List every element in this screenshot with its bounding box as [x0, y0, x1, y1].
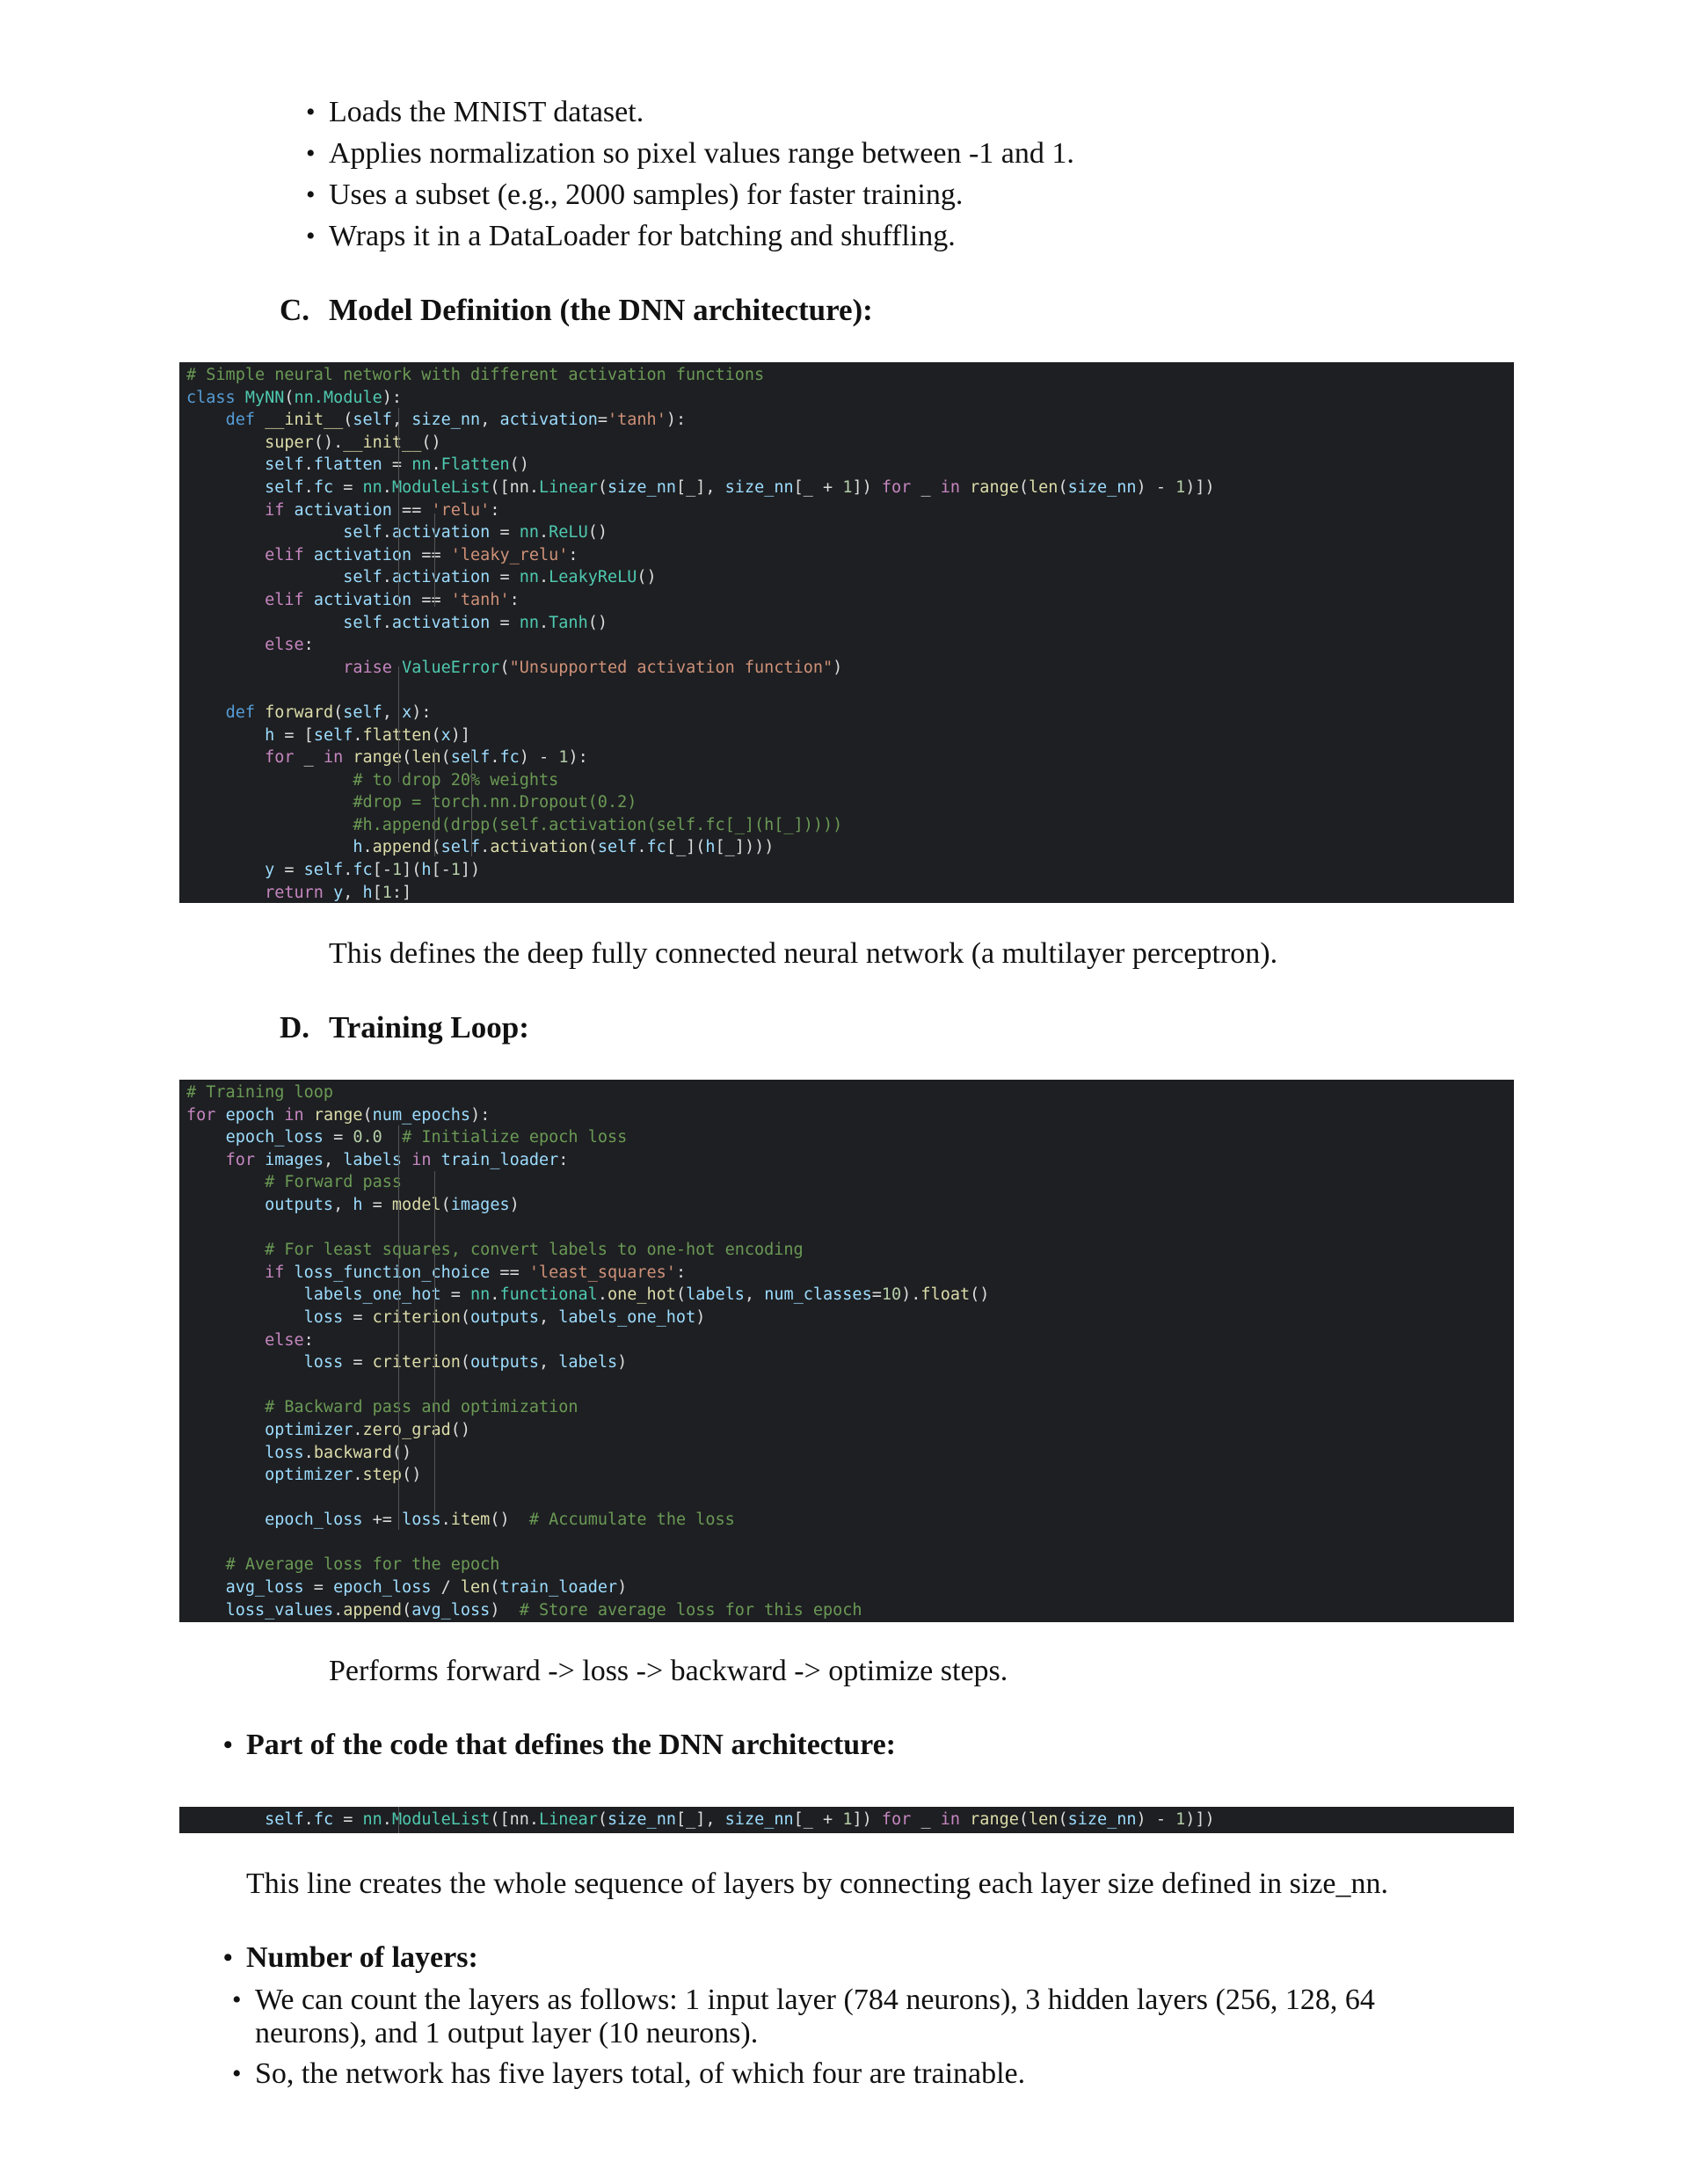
- indent-guide: [471, 749, 472, 856]
- code-line: y = self.fc[-1](h[-1]): [265, 861, 481, 880]
- code-line: self.activation = nn.Tanh(): [343, 613, 608, 632]
- indent-guide: [398, 1125, 399, 1530]
- code-line: else:: [265, 636, 314, 655]
- code-line: epoch_loss = 0.0 # Initialize epoch loss: [225, 1128, 628, 1147]
- code-line: # Training loop: [186, 1083, 334, 1102]
- code-line: elif activation == 'tanh':: [265, 590, 520, 609]
- code-line: return y, h[1:]: [265, 883, 412, 902]
- code-line: self.activation = nn.LeakyReLU(): [343, 568, 657, 587]
- code-line: # Forward pass: [265, 1173, 403, 1192]
- indent-guide: [434, 749, 435, 856]
- code-line: # to drop 20% weights: [353, 770, 559, 790]
- layers-sub-text-cont: neurons), and 1 output layer (10 neurons).: [255, 2017, 759, 2049]
- code-line: self.fc = nn.ModuleList([nn.Linear(size_nn[_], size_nn[_ + 1]) for _ in range(len(size_nn) - 1)]): [265, 477, 1215, 497]
- code-line: for epoch in range(num_epochs):: [186, 1105, 491, 1125]
- arch-code: [179, 1807, 1514, 1831]
- list-item: • Wraps it in a DataLoader for batching and shuffling.: [329, 215, 1560, 257]
- section-d-heading: [280, 1007, 529, 1048]
- code-line: # For least squares, convert labels to one-hot encoding: [265, 1241, 804, 1260]
- section-c-letter: C.: [280, 293, 310, 327]
- code-line: loss_values.append(avg_loss) # Store average loss for this epoch: [225, 1600, 862, 1620]
- list-item: [255, 1984, 1574, 2050]
- code-line: self.flatten = nn.Flatten(): [265, 455, 529, 475]
- code-line: [186, 1217, 1514, 1240]
- code-line: def forward(self, x):: [225, 703, 432, 722]
- indent-guide: [398, 1807, 399, 1833]
- arch-caption: This line creates the whole sequence of layers by connecting each layer size defined in size_nn.: [246, 1867, 1389, 1900]
- model-code: [179, 362, 1514, 903]
- code-line: epoch_loss += loss.item() # Accumulate the loss: [265, 1511, 735, 1530]
- layers-sub-list: [255, 1984, 1574, 2091]
- layers-bullet: • Number of layers:: [246, 1937, 1477, 1978]
- code-line: optimizer.step(): [265, 1466, 422, 1485]
- code-line: outputs, h = model(images): [265, 1195, 520, 1214]
- code-line: labels_one_hot = nn.functional.one_hot(labels, num_classes=10).float(): [303, 1285, 990, 1305]
- code-line: [186, 1532, 1514, 1554]
- arch-bullet-list: [246, 1724, 1477, 1765]
- code-line: #h.append(drop(self.activation(self.fc[_](h[_])))): [353, 815, 843, 834]
- code-line: class MyNN(nn.Module):: [186, 388, 403, 407]
- list-item: • So, the network has five layers total, of which four are trainable.: [255, 2057, 1574, 2091]
- code-line: [186, 679, 1514, 702]
- layers-bullet-list: [246, 1937, 1477, 1978]
- section-c-title: Model Definition (the DNN architecture):: [329, 293, 873, 327]
- code-line: if loss_function_choice == 'least_squares':: [265, 1263, 687, 1282]
- code-line: super().__init__(): [265, 433, 441, 452]
- code-line: [186, 1487, 1514, 1510]
- code-line: loss.backward(): [265, 1443, 412, 1462]
- training-code: [179, 1080, 1514, 1621]
- code-line: h.append(self.activation(self.fc[_](h[_]))): [353, 838, 775, 857]
- code-line: elif activation == 'leaky_relu':: [265, 545, 578, 564]
- code-line: def __init__(self, size_nn, activation='tanh'):: [225, 411, 687, 430]
- model-caption: This defines the deep fully connected neural network (a multilayer perceptron).: [329, 937, 1278, 970]
- code-line: # Backward pass and optimization: [265, 1398, 578, 1417]
- list-item: • Applies normalization so pixel values range between -1 and 1.: [329, 133, 1560, 174]
- layers-sub-text: We can count the layers as follows: 1 input layer (784 neurons), 3 hidden layers (256, 128, 64: [255, 1984, 1375, 2016]
- code-line: for _ in range(len(self.fc) - 1):: [265, 748, 588, 768]
- section-d-letter: D.: [280, 1010, 310, 1045]
- code-line: [186, 1374, 1514, 1397]
- training-caption: Performs forward -> loss -> backward -> optimize steps.: [329, 1655, 1008, 1687]
- intro-bullet-list: [329, 91, 1560, 257]
- code-line: self.activation = nn.ReLU(): [343, 523, 608, 542]
- indent-guide: [398, 408, 399, 607]
- code-line: else:: [265, 1330, 314, 1350]
- code-line: for images, labels in train_loader:: [225, 1150, 569, 1169]
- code-line: optimizer.zero_grad(): [265, 1420, 471, 1439]
- arch-code-block: [179, 1807, 1514, 1833]
- section-c-heading: [280, 289, 873, 331]
- code-line: loss = criterion(outputs, labels): [303, 1353, 628, 1372]
- code-line: raise ValueError("Unsupported activation function"): [343, 658, 843, 677]
- code-line: if activation == 'relu':: [265, 500, 500, 520]
- indent-guide: [434, 513, 435, 607]
- section-d-title: Training Loop:: [329, 1010, 529, 1045]
- arch-bullet: • Part of the code that defines the DNN architecture:: [246, 1724, 1477, 1765]
- indent-guide: [398, 666, 399, 783]
- list-item: • Uses a subset (e.g., 2000 samples) for faster training.: [329, 174, 1560, 215]
- code-line: #drop = torch.nn.Dropout(0.2): [353, 793, 637, 812]
- training-code-block: [179, 1080, 1514, 1622]
- code-line: avg_loss = epoch_loss / len(train_loader): [225, 1578, 628, 1598]
- code-line: self.fc = nn.ModuleList([nn.Linear(size_nn[_], size_nn[_ + 1]) for _ in range(len(size_nn) - 1)]): [265, 1810, 1215, 1829]
- model-code-block: [179, 362, 1514, 903]
- code-line: h = [self.flatten(x)]: [265, 725, 471, 745]
- list-item: • Loads the MNIST dataset.: [329, 91, 1560, 133]
- code-line: loss = criterion(outputs, labels_one_hot): [303, 1307, 706, 1327]
- code-line: # Average loss for the epoch: [225, 1555, 500, 1575]
- indent-guide: [434, 1171, 435, 1516]
- code-line: # Simple neural network with different activation functions: [186, 366, 765, 384]
